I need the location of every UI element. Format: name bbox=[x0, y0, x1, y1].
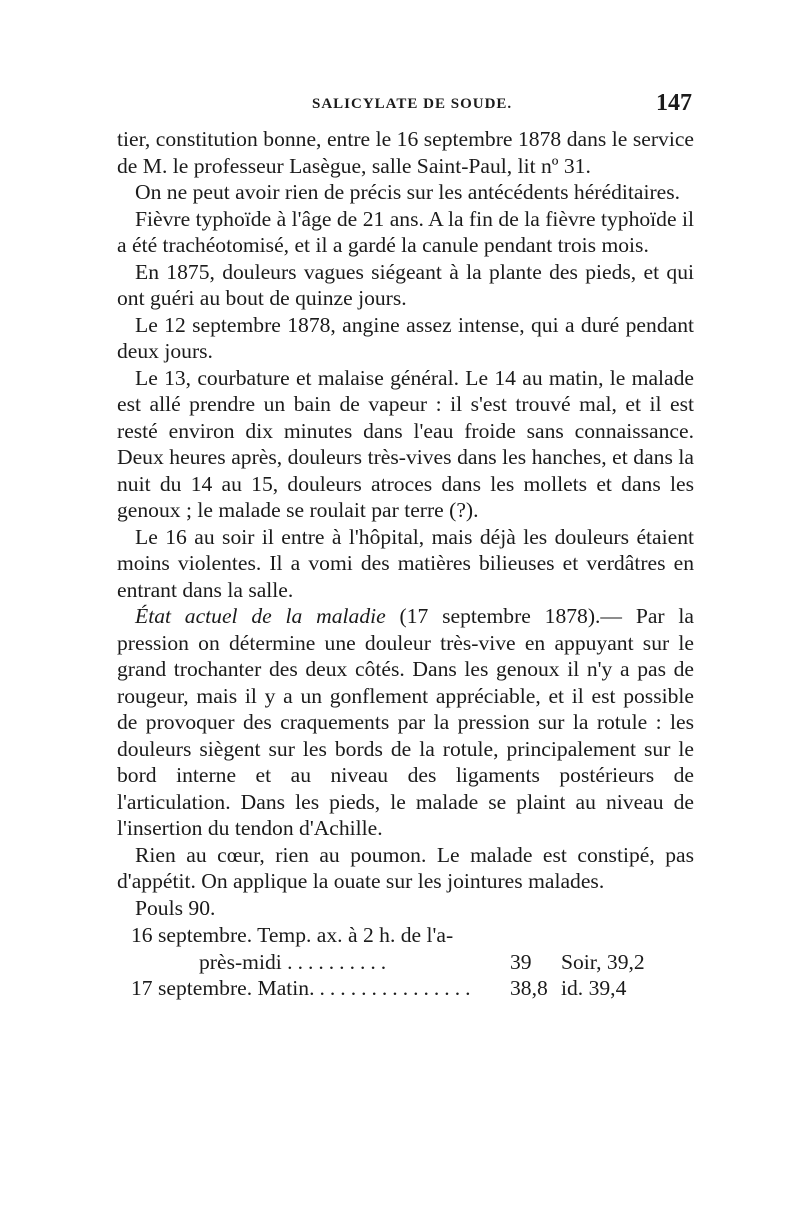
temperature-date bbox=[131, 975, 475, 1002]
continuation-text: près-midi bbox=[199, 949, 282, 974]
temperature-row bbox=[117, 975, 694, 1002]
temperature-evening: Soir, 39,2 bbox=[561, 949, 645, 974]
paragraph: En 1875, douleurs vagues siégeant à la plante des pieds, et qui ont guéri au bout de quinze jours. bbox=[117, 259, 694, 310]
dot-leader: .......... bbox=[287, 949, 392, 974]
paragraph: Le 16 au soir il entre à l'hôpital, mais déjà les douleurs étaient moins violentes. Il a vomi des matières bilieuses et verdâtres en entrant dans la salle. bbox=[117, 524, 694, 602]
temperature-morning: 38,8 bbox=[510, 976, 548, 1000]
temperature-date: 16 septembre. Temp. ax. à 2 h. de l'a- bbox=[131, 923, 454, 947]
running-title: SALICYLATE DE SOUDE. bbox=[312, 96, 513, 112]
paragraph: Le 12 septembre 1878, angine assez intense, qui a duré pendant deux jours. bbox=[117, 312, 694, 363]
paragraph: Le 13, courbature et malaise général. Le 14 au matin, le malade est allé prendre un bain de vapeur : il s'est trouvé mal, et il est resté environ dix minutes dans l'eau froide sans connaissance. Deux heures après, douleurs très-vives dans les hanches, et dans la nuit du 14 au 15, douleurs atroces dans les mollets et dans les genoux ; le malade se roulait par terre (?). bbox=[117, 365, 694, 522]
paragraph-text: (17 septembre 1878).— Par la pression on détermine une douleur très-vive en appuyant sur le grand trochanter des deux côtés. Dans les genoux il n'y a pas de rougeur, mais il y a un gonflement appréciable, et il est possible de provoquer des craquements par la pression sur la rotule : les douleurs siègent sur les bords de la rotule, principalement sur le bord interne et au niveau des ligaments postérieurs de l'articulation. Dans les pieds, le malade se plaint au niveau de l'insertion du tendon d'Achille. bbox=[117, 604, 694, 840]
temperature-row bbox=[117, 922, 694, 949]
page-header bbox=[117, 92, 694, 122]
body-text bbox=[117, 126, 694, 1002]
paragraph: tier, constitution bonne, entre le 16 septembre 1878 dans le service de M. le professeur Lasègue, salle Saint-Paul, lit nº 31. bbox=[117, 127, 694, 178]
date-text: 17 septembre. Matin bbox=[131, 976, 310, 1000]
temperature-date-continuation bbox=[199, 949, 391, 976]
temperature-table bbox=[117, 922, 694, 1002]
dot-leader: ................ bbox=[309, 976, 476, 1000]
temperature-evening: id. 39,4 bbox=[561, 976, 627, 1000]
paragraph: On ne peut avoir rien de précis sur les antécédents héréditaires. bbox=[135, 180, 681, 204]
temperature-row bbox=[117, 949, 694, 976]
pouls-line: Pouls 90. bbox=[135, 895, 216, 920]
section-heading-italic: État actuel de la maladie bbox=[135, 604, 386, 628]
temperature-morning: 39 bbox=[510, 949, 532, 974]
paragraph: Rien au cœur, rien au poumon. Le malade est constipé, pas d'appétit. On applique la ouate sur les jointures malades. bbox=[117, 842, 694, 893]
page-number: 147 bbox=[656, 90, 692, 116]
paragraph-etat-actuel bbox=[117, 603, 694, 842]
paragraph: Fièvre typhoïde à l'âge de 21 ans. A la fin de la fièvre typhoïde il a été trachéotomisé, et il a gardé la canule pendant trois mois. bbox=[117, 206, 694, 257]
